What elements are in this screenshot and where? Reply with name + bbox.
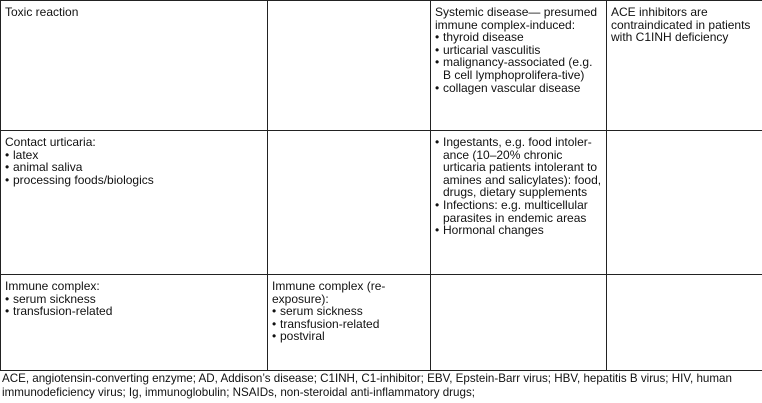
table-cell	[268, 275, 431, 371]
list-item: • malignancy-associated (e.g. B cell lymphoprolifera-tive)	[435, 56, 602, 81]
table-cell	[607, 1, 762, 131]
list-item: • Ingestants, e.g. food intoler-ance (10–20% chronic urticaria patients intolerant to amines and salicylates): food, drugs, dietary supplements	[435, 136, 602, 199]
cell-heading: Immune complex:	[5, 279, 100, 293]
table-cell	[1, 131, 268, 275]
bullet-list	[5, 149, 263, 187]
table-row	[1, 1, 762, 131]
bullet-list	[435, 31, 602, 94]
table-cell-empty	[268, 131, 431, 275]
list-item: • transfusion-related	[272, 318, 426, 331]
table-row	[1, 275, 762, 371]
list-item: • Hormonal changes	[435, 224, 602, 237]
bullet-list	[272, 305, 426, 343]
table-cell-empty	[607, 131, 762, 275]
list-item: • transfusion-related	[5, 305, 263, 318]
table-cell-empty	[431, 275, 607, 371]
list-item: • processing foods/biologics	[5, 174, 263, 187]
cell-heading: Immune complex (re-exposure):	[272, 279, 386, 306]
cell-heading: Contact urticaria:	[5, 135, 96, 149]
list-item: • latex	[5, 149, 263, 162]
table-cell	[431, 131, 607, 275]
bullet-list	[435, 136, 602, 237]
list-item: • serum sickness	[5, 293, 263, 306]
table-cell	[1, 1, 268, 131]
table-cell-empty	[607, 275, 762, 371]
table-row	[1, 131, 762, 275]
table-cell	[1, 275, 268, 371]
list-item: • collagen vascular disease	[435, 82, 602, 95]
cell-text: ACE inhibitors are contraindicated in patients with C1INH deficiency	[611, 5, 751, 45]
table-cell-empty	[268, 1, 431, 131]
cell-text: Toxic reaction	[5, 5, 79, 19]
list-item: • postviral	[272, 330, 426, 343]
table-cell	[431, 1, 607, 131]
bullet-list	[5, 293, 263, 318]
list-item: • thyroid disease	[435, 31, 602, 44]
abbreviations-footnote: ACE, angiotensin-converting enzyme; AD, Addison’s disease; C1INH, C1-inhibitor; EBV, Epstein-Barr virus; HBV, hepatitis B virus; HIV, human immunodeficiency virus; Ig, immunoglobulin; NSAIDs, non-steroidal anti-inflammatory drugs;	[2, 372, 732, 399]
list-item: • urticarial vasculitis	[435, 44, 602, 57]
list-item: • Infections: e.g. multicellular parasites in endemic areas	[435, 199, 602, 224]
list-item: • animal saliva	[5, 161, 263, 174]
cell-heading: Systemic disease— presumed immune complex-induced:	[435, 5, 598, 32]
list-item: • serum sickness	[272, 305, 426, 318]
